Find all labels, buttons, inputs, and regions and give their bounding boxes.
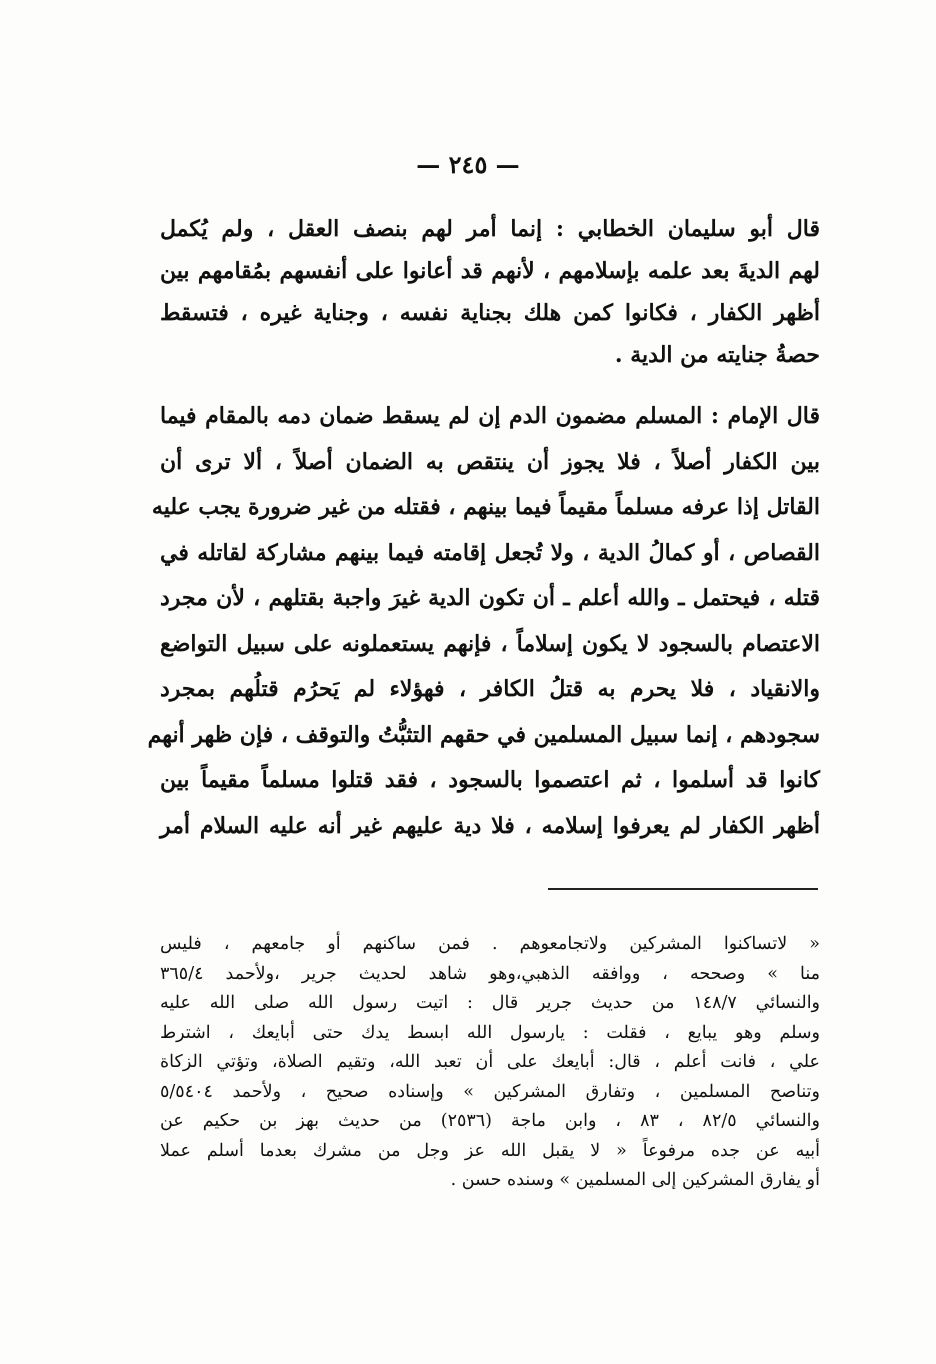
paragraph-imam bbox=[147, 394, 820, 849]
footnote-line: أبيه عن جده مرفوعاً « لا يقبل الله عز وجل من مشرك بعدما أسلم عملا bbox=[160, 1140, 820, 1161]
text-line: لهم الديةَ بعد علمه بإسلامهم ، لأنهم قد أعانوا على أنفسهم بمُقامهم بين bbox=[160, 258, 820, 284]
footnote bbox=[160, 930, 820, 1196]
text-line: سجودهم ، إنما سبيل المسلمين في حقهم التثبُّتُ والتوقف ، فإن ظهر أنهم bbox=[147, 721, 820, 748]
footnote-line: وتناصح المسلمين ، وتفارق المشركين » وإسناده صحيح ، ولأحمد ٥/٥٤٠٤ bbox=[160, 1081, 820, 1102]
footnote-line: وسلم وهو يبايع ، فقلت : يارسول الله ابسط يدك حتى أبايعك ، اشترط bbox=[160, 1022, 820, 1043]
text-line: كانوا قد أسلموا ، ثم اعتصموا بالسجود ، فقد قتلوا مسلماً مقيماً بين bbox=[160, 767, 820, 793]
text-line: حصةُ جنايته من الدية . bbox=[614, 342, 820, 368]
footnote-line: أو يفارق المشركين إلى المسلمين » وسنده حسن . bbox=[450, 1170, 820, 1190]
text-line: أظهر الكفار ، فكانوا كمن هلك بجناية نفسه ، وجناية غيره ، فتسقط bbox=[160, 300, 820, 326]
footnote-line: علي ، فانت أعلم ، قال: أبايعك على أن تعبد الله، وتقيم الصلاة، وتؤتي الزكاة bbox=[160, 1052, 820, 1072]
footnote-line: منا » وصححه ، ووافقه الذهبي،وهو شاهد لحديث جرير ،ولأحمد ٣٦٥/٤ bbox=[160, 963, 820, 984]
text-line: قال الإمام : المسلم مضمون الدم إن لم يسقط ضمان دمه بالمقام فيما bbox=[160, 403, 820, 429]
text-line: والانقياد ، فلا يحرم به قتلُ الكافر ، فهؤلاء لم يَحرُم قتلُهم بمجرد bbox=[160, 676, 820, 702]
text-line: أظهر الكفار لم يعرفوا إسلامه ، فلا دية عليهم غير أنه عليه السلام أمر bbox=[160, 812, 820, 839]
text-line: القصاص ، أو كمالُ الدية ، ولا تُجعل إقامته فيما بينهم مشاركة لقاتله في bbox=[160, 539, 820, 566]
footnote-line: « لاتساكنوا المشركين ولاتجامعوهم . فمن ساكنهم أو جامعهم ، فليس bbox=[160, 934, 820, 954]
footnote-divider bbox=[548, 888, 818, 890]
text-line: الاعتصام بالسجود لا يكون إسلاماً ، فإنهم يستعملونه على سبيل التواضع bbox=[160, 630, 820, 657]
text-line: القاتل إذا عرفه مسلماً مقيماً فيما بينهم ، فقتله من غير ضرورة يجب عليه bbox=[151, 494, 820, 520]
footnote-line: والنسائي ٨٢/٥ ، ٨٣ ، وابن ماجة (٢٥٣٦) من حديث بهز بن حكيم عن bbox=[160, 1111, 820, 1131]
text-line: قتله ، فيحتمل ـ والله أعلم ـ أن تكون الدية غيرَ واجبة بقتلهم ، لأن مجرد bbox=[160, 585, 820, 611]
text-line: قال أبو سليمان الخطابي : إنما أمر لهم بنصف العقل ، ولم يُكمل bbox=[160, 216, 820, 242]
page-number: — ٢٤٥ — bbox=[416, 150, 520, 179]
paragraph-khattabi bbox=[160, 208, 820, 376]
text-line: بين الكفار أصلاً ، فلا يجوز أن ينتقص به الضمان أصلاً ، ألا ترى أن bbox=[160, 448, 820, 475]
footnote-line: والنسائي ١٤٨/٧ من حديث جرير قال : اتيت رسول الله صلى الله عليه bbox=[160, 993, 821, 1013]
